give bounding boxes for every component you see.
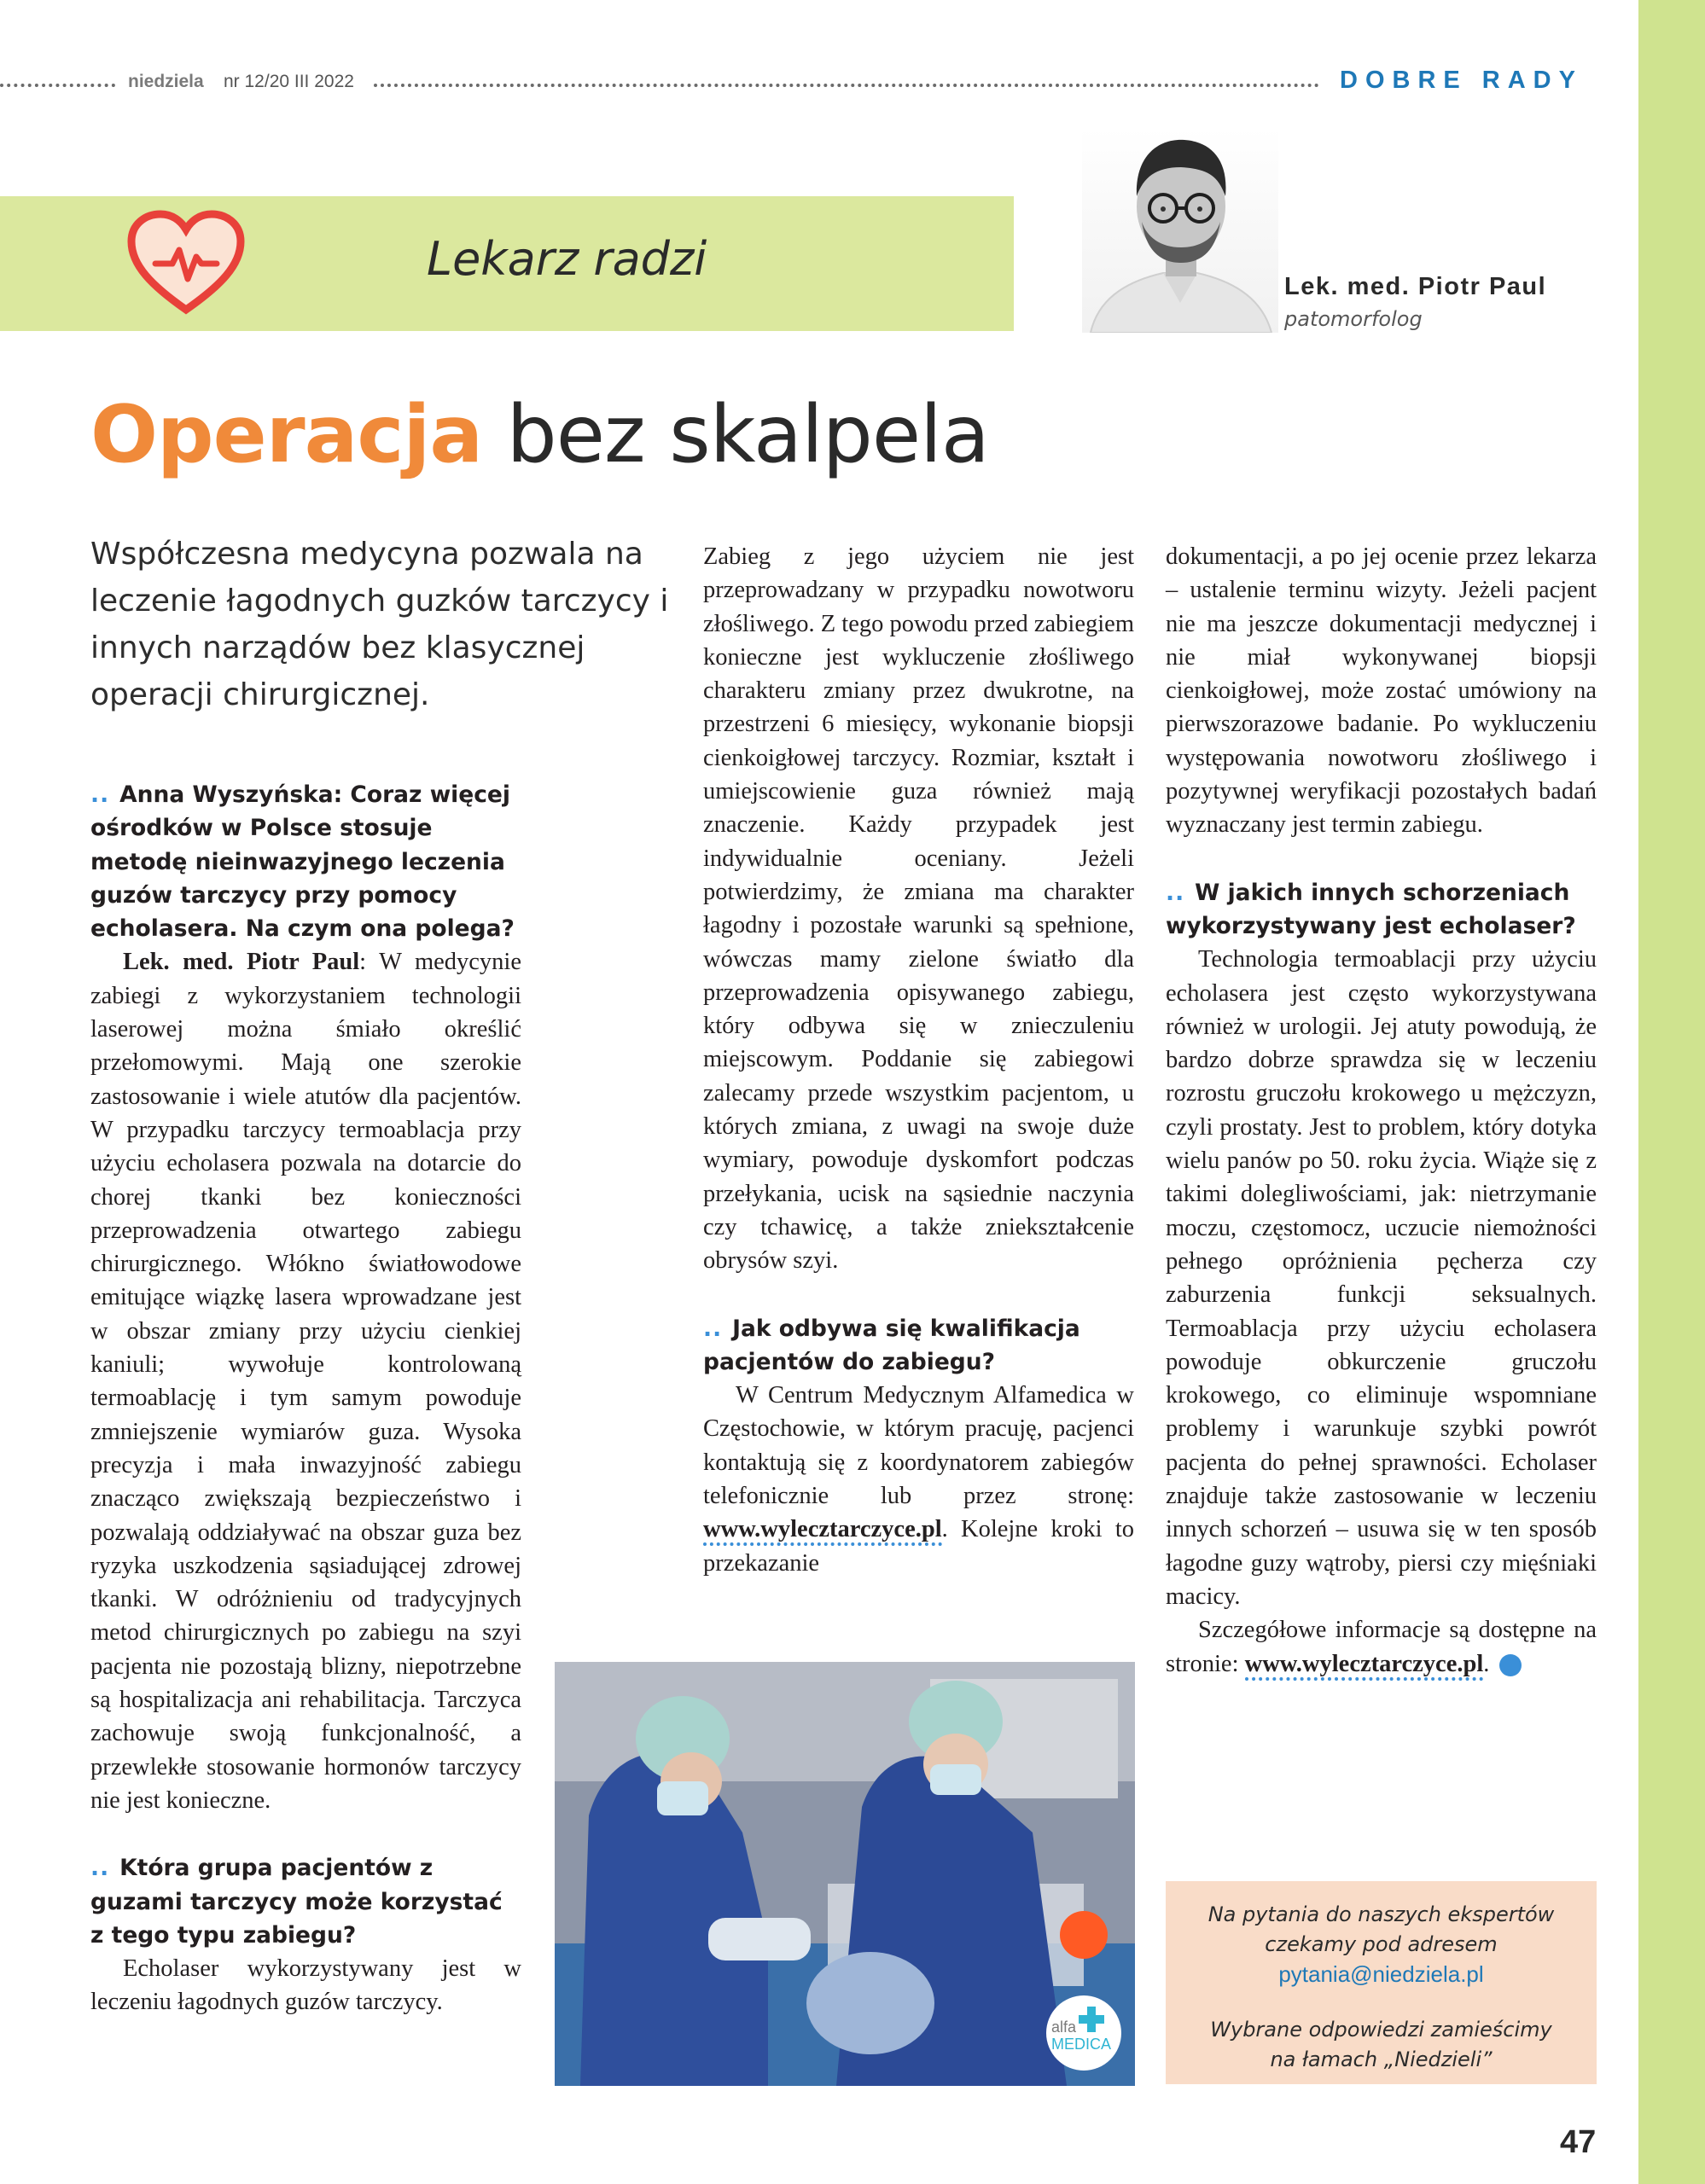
question-4: .. W jakich innych schorzeniach wykorzystywany jest echolaser? — [1166, 879, 1576, 939]
headline-rest: bez skalpela — [506, 388, 989, 480]
page-edge-strip — [1638, 0, 1705, 2184]
end-mark-icon: n — [1499, 1654, 1522, 1676]
heart-pulse-icon — [126, 209, 246, 317]
contact-line: Na pytania do naszych ekspertów — [1207, 1902, 1555, 1926]
contact-box — [1166, 1881, 1597, 2084]
page-number: 47 — [1560, 2124, 1597, 2160]
headline-accent: Operacja — [90, 388, 483, 480]
answer-3: W Centrum Medycznym Alfamedica w Częstochowie, w którym pracuję, pacjenci kontaktują się z koordynatorem zabiegów telefonicznie lub przez stronę: www.wylecztarczyce.pl. Kolejne kroki to przekazanie — [703, 1382, 1134, 1577]
answer-2: Echolaser wykorzystywany jest w leczeniu łagodnych guzów tarczycy. — [90, 1955, 521, 2016]
article-column-3 — [1166, 540, 1597, 1681]
magazine-name: niedziela — [128, 72, 204, 91]
answer-3-continued: dokumentacji, a po jej ocenie przez lekarza – ustalenie terminu wizyty. Jeżeli pacjent nie ma jeszcze dokumentacji medycznej i nie miał wykonywanej biopsji cienkoigłowej, może zostać umówiony na pierwszorazowe badanie. Po wykluczeniu występowania nowotworu złośliwego i pozytywnej weryfikacji pozostałych badań wyznaczany jest termin zabiegu. — [1166, 543, 1597, 839]
logo-text-medica: MEDICA — [1051, 2036, 1112, 2053]
website-link[interactable]: www.wylecztarczyce.pl — [1245, 1651, 1484, 1681]
contact-line: na łamach „Niedzieli” — [1270, 2048, 1493, 2071]
answer-1: Lek. med. Piotr Paul: W medycynie zabiegi z wykorzystaniem technologii laserowej można śmiało określić przełomowymi. Mają one szerokie zastosowanie i wiele atutów dla pacjentów. W przypadku tarczycy termoablacja przy użyciu echolasera pozwala na dotarcie do chorej tkanki bez konieczności przeprowadzenia otwartego zabiegu chirurgicznego. Włókno światłowodowe emitujące wiązkę lasera wprowadzane jest w obszar zmiany przy użyciu cienkiej kaniuli; wywołuje kontrolowaną termoablację i tym samym powoduje zmniejszenie wymiarów guza. Wysoka precyzja i mała inwazyjność zabiegu znacząco zwiększają bezpieczeństwo i pozwalają oddziaływać na obszar guza bez ryzyka uszkodzenia sąsiadującej zdrowej tkanki. W odróżnieniu od tradycyjnych metod chirurgicznych po zabiegu na szyi pacjenta nie pozostają blizny, niepotrzebne są hospitalizacja ani rehabilitacja. Tarczyca zachowuje swoją funkcjonalność, a przewlekłe stosowanie hormonów tarczycy nie jest konieczne. — [90, 949, 521, 1814]
header-dots — [374, 84, 1319, 87]
logo-text-alfa: alfa — [1051, 2018, 1077, 2036]
banner-title: Lekarz radzi — [427, 232, 707, 286]
article-lead: Współczesna medycyna pozwala na leczenie łagodnych guzków tarczycy i innych narządów bez klasycznej operacji chirurgicznej. — [90, 537, 669, 712]
header-dots — [0, 84, 115, 87]
contact-line: czekamy pod adresem — [1265, 1932, 1498, 1956]
answer-2-continued: Zabieg z jego użyciem nie jest przeprowadzany w przypadku nowotworu złośliwego. Z tego powodu przed zabiegiem konieczne jest wykluczenie złośliwego charakteru zmiany przez dwukrotne, na przestrzeni 6 miesięcy, wykonanie biopsji cienkoigłowej tarczycy. Rozmiar, kształt i umiejscowienie guza również mają znaczenie. Każdy przypadek jest indywidualnie oceniany. Jeżeli potwierdzimy, że zmiana ma charakter łagodny i pozostałe warunki są spełnione, wówczas mamy zielone światło dla przeprowadzenia opisywanego zabiegu, który odbywa się w znieczuleniu miejscowym. Poddanie się zabiegowi zalecamy przede wszystkim pacjentom, u których zmiana, z uwagi na swoje duże wymiary, powoduje dyskomfort podczas przełykania, ucisk na sąsiednie naczynia czy tchawicę, a także zniekształcenie obrysów szyi. — [703, 543, 1134, 1275]
section-title: DOBRE RADY — [1340, 67, 1583, 94]
running-header — [0, 68, 1638, 102]
article-column-2 — [703, 540, 1134, 1580]
author-role: patomorfolog — [1284, 307, 1423, 331]
contact-email[interactable]: pytania@niedziela.pl — [1278, 1961, 1484, 1987]
author-name: Lek. med. Piotr Paul — [1284, 273, 1547, 300]
alfamedica-logo — [1034, 1995, 1132, 2071]
author-portrait — [1082, 128, 1278, 333]
question-2: .. Która grupa pacjentów z guzami tarczycy może korzystać z tego typu zabiegu? — [90, 1855, 503, 1949]
contact-line: Wybrane odpowiedzi zamieścimy — [1210, 2018, 1552, 2042]
issue-info: nr 12/20 III 2022 — [224, 72, 354, 91]
website-link[interactable]: www.wylecztarczyce.pl — [703, 1516, 942, 1546]
answer-4: Technologia termoablacji przy użyciu echolasera jest często wykorzystywana również w urologii. Jej atuty powodują, że bardzo dobrze sprawdza się w leczeniu rozrostu gruczołu krokowego u mężczyzn, czyli prostaty. Jest to problem, który dotyka wielu panów po 50. roku życia. Wiąże się z takimi dolegliwościami, jak: nietrzymanie moczu, częstomocz, uczucie niemożności pełnego opróżnienia pęcherza czy zaburzenia funkcji seksualnych. Termoablacja przy użyciu echolasera powoduje obkurczenie gruczołu krokowego, co eliminuje wspomniane problemy i warunkuje szybki powrót pacjenta do pełnej sprawności. Echolaser znajduje także zastosowanie w leczeniu innych schorzeń – usuwa się w ten sposób łagodne guzy wątroby, piersi czy mięśniaki macicy. — [1166, 946, 1597, 1610]
closing-note: Szczegółowe informacje są dostępne na stronie: www.wylecztarczyce.pl. n — [1166, 1613, 1597, 1681]
question-3: .. Jak odbywa się kwalifikacja pacjentów do zabiegu? — [703, 1315, 1080, 1375]
article-column-1 — [90, 778, 521, 2019]
question-1: .. Anna Wyszyńska: Coraz więcej ośrodków w Polsce stosuje metodę nieinwazyjnego leczenia guzów tarczycy przy pomocy echolasera. Na czym ona polega? — [90, 781, 515, 943]
article-headline — [90, 388, 989, 480]
